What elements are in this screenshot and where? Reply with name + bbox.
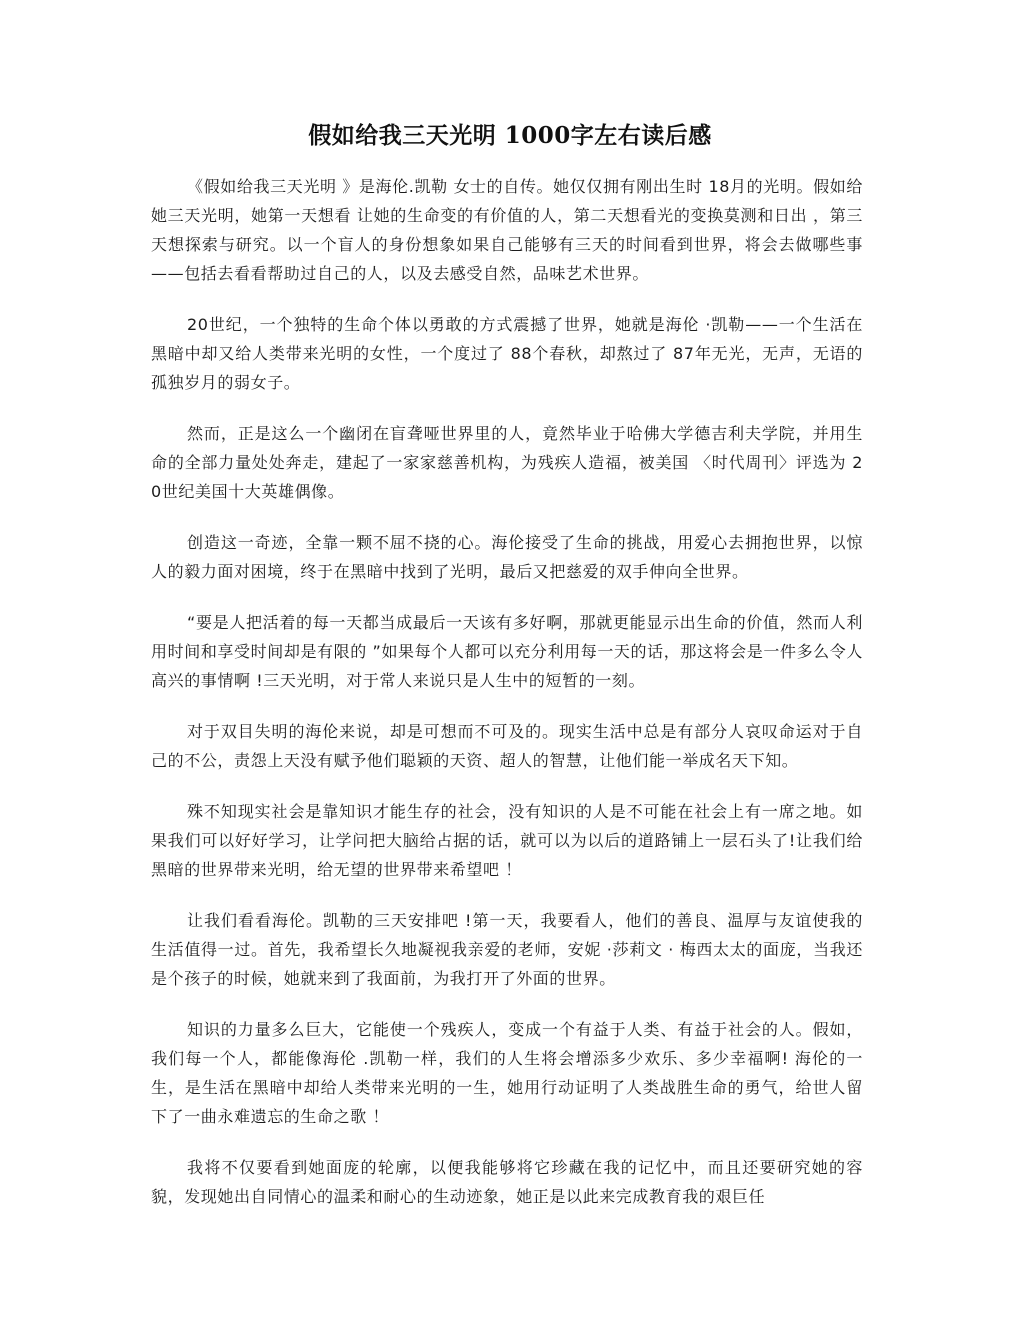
paragraph-10: 我将不仅要看到她面庞的轮廓，以便我能够将它珍藏在我的记忆中，而且还要研究她的容貌，发现她出自同情心的温柔和耐心的生动迹象，她正是以此来完成教育我的艰巨任 [151,1158,863,1206]
paragraph-2: 20世纪，一个独特的生命个体以勇敢的方式震撼了世界，她就是海伦 ·凯勒——一个生活在黑暗中却又给人类带来光明的女性，一个度过了 88个春秋，却熬过了 87年无光，无声，无语的孤独岁月的弱女子。 [151,315,863,392]
document-body [151,172,863,1233]
paragraph-9: 知识的力量多么巨大，它能使一个残疾人，变成一个有益于人类、有益于社会的人。假如，我们每一个人，都能像海伦 .凯勒一样，我们的人生将会增添多少欢乐、多少幸福啊! 海伦的一生，是生活在黑暗中却给人类带来光明的一生，她用行动证明了人类战胜生命的勇气，给世人留下了一曲永难遗忘的生命之歌 ！ [151,1020,863,1126]
paragraph-3: 然而，正是这么一个幽闭在盲聋哑世界里的人，竟然毕业于哈佛大学德吉利夫学院，并用生命的全部力量处处奔走，建起了一家家慈善机构，为残疾人造福，被美国 〈时代周刊〉评选为 20世纪美国十大英雄偶像。 [151,424,863,501]
document-title: 假如给我三天光明 1000字左右读后感 [308,122,712,149]
paragraph-6: 对于双目失明的海伦来说，却是可想而不可及的。现实生活中总是有部分人哀叹命运对于自己的不公，责怨上天没有赋予他们聪颖的天资、超人的智慧，让他们能一举成名天下知。 [151,722,863,770]
paragraph-8: 让我们看看海伦。凯勒的三天安排吧 !第一天，我要看人，他们的善良、温厚与友谊使我的生活值得一过。首先，我希望长久地凝视我亲爱的老师，安妮 ·莎莉文 · 梅西太太的面庞，当我还是个孩子的时候，她就来到了我面前，为我打开了外面的世界。 [151,911,863,988]
paragraph-4: 创造这一奇迹，全靠一颗不屈不挠的心。海伦接受了生命的挑战，用爱心去拥抱世界，以惊人的毅力面对困境，终于在黑暗中找到了光明，最后又把慈爱的双手伸向全世界。 [151,533,863,581]
paragraph-1: 《假如给我三天光明 》是海伦.凯勒 女士的自传。她仅仅拥有刚出生时 18月的光明。假如给她三天光明，她第一天想看 让她的生命变的有价值的人，第二天想看光的变换莫测和日出 ，第三天想探索与研究。以一个盲人的身份想象如果自己能够有三天的时间看到世界，将会去做哪些事 ——包括去看看帮助过自己的人，以及去感受自然，品味艺术世界。 [151,177,863,283]
paragraph-5: “要是人把活着的每一天都当成最后一天该有多好啊，那就更能显示出生命的价值，然而人利用时间和享受时间却是有限的 ”如果每个人都可以充分利用每一天的话，那这将会是一件多么令人高兴的事情啊 !三天光明，对于常人来说只是人生中的短暂的一刻。 [151,613,863,690]
paragraph-7: 殊不知现实社会是靠知识才能生存的社会，没有知识的人是不可能在社会上有一席之地。如果我们可以好好学习，让学问把大脑给占据的话，就可以为以后的道路铺上一层石头了!让我们给黑暗的世界带来光明，给无望的世界带来希望吧 ！ [151,802,863,879]
